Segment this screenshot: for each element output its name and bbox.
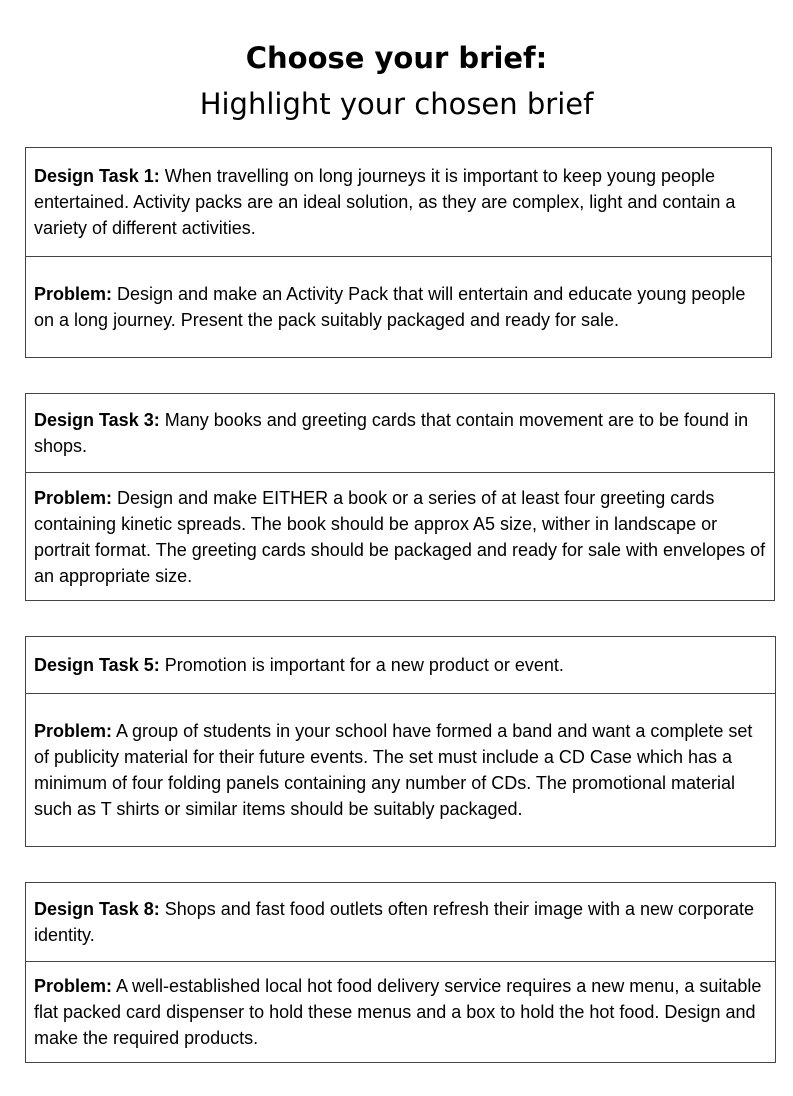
task-description-cell [26, 883, 775, 961]
problem-description [34, 973, 767, 1051]
problem-label: Problem: [34, 487, 113, 508]
problem-text: A well-established local hot food delivery service requires a new menu, a suitable flat packed card dispenser to hold these menus and a box to hold the hot food. Design and make the required products. [34, 976, 762, 1048]
design-task-8-box [25, 882, 776, 1063]
task-label: Design Task 1: [34, 166, 160, 186]
problem-cell [26, 256, 771, 357]
problem-cell [26, 961, 775, 1062]
page-subtitle: Highlight your chosen brief [199, 87, 594, 121]
task-description [34, 407, 766, 459]
task-label: Design Task 5: [34, 655, 160, 675]
task-label: Design Task 3: [34, 410, 160, 430]
page-title: Choose your brief: [245, 41, 548, 75]
problem-cell [26, 693, 775, 846]
task-description [34, 652, 767, 678]
task-text: Promotion is important for a new product or event. [159, 655, 564, 675]
task-text: Many books and greeting cards that contain movement are to be found in shops. [34, 410, 749, 456]
task-label: Design Task 8: [34, 899, 160, 919]
problem-description [34, 718, 767, 822]
task-description [34, 163, 763, 241]
problem-description [34, 485, 766, 589]
problem-label: Problem: [34, 284, 113, 304]
problem-cell [26, 472, 774, 600]
design-task-3-box [25, 393, 775, 601]
task-description [34, 896, 767, 948]
problem-text: Design and make EITHER a book or a series of at least four greeting cards containing kinetic spreads. The book should be approx A5 size, wither in landscape or portrait format. The greeting cards should be packaged and ready for sale with envelopes of an appropriate size. [34, 487, 766, 586]
problem-text: A group of students in your school have formed a band and want a complete set of publicity material for their future events. The set must include a CD Case which has a minimum of four folding panels containing any number of CDs. The promotional material such as T shirts or similar items should be suitably packaged. [34, 721, 753, 819]
task-text: Shops and fast food outlets often refresh their image with a new corporate identity. [34, 899, 755, 945]
design-task-5-box [25, 636, 776, 847]
task-description-cell [26, 148, 771, 256]
design-task-1-box [25, 147, 772, 358]
task-description-cell [26, 394, 774, 472]
task-description-cell [26, 637, 775, 693]
problem-label: Problem: [34, 976, 113, 996]
problem-description [34, 281, 763, 333]
problem-text: Design and make an Activity Pack that will entertain and educate young people on a long journey. Present the pack suitably packaged and ready for sale. [34, 284, 746, 330]
task-text: When travelling on long journeys it is important to keep young people entertained. Activity packs are an ideal solution, as they are complex, light and contain a variety of different activities. [34, 166, 736, 238]
problem-label: Problem: [34, 721, 113, 741]
